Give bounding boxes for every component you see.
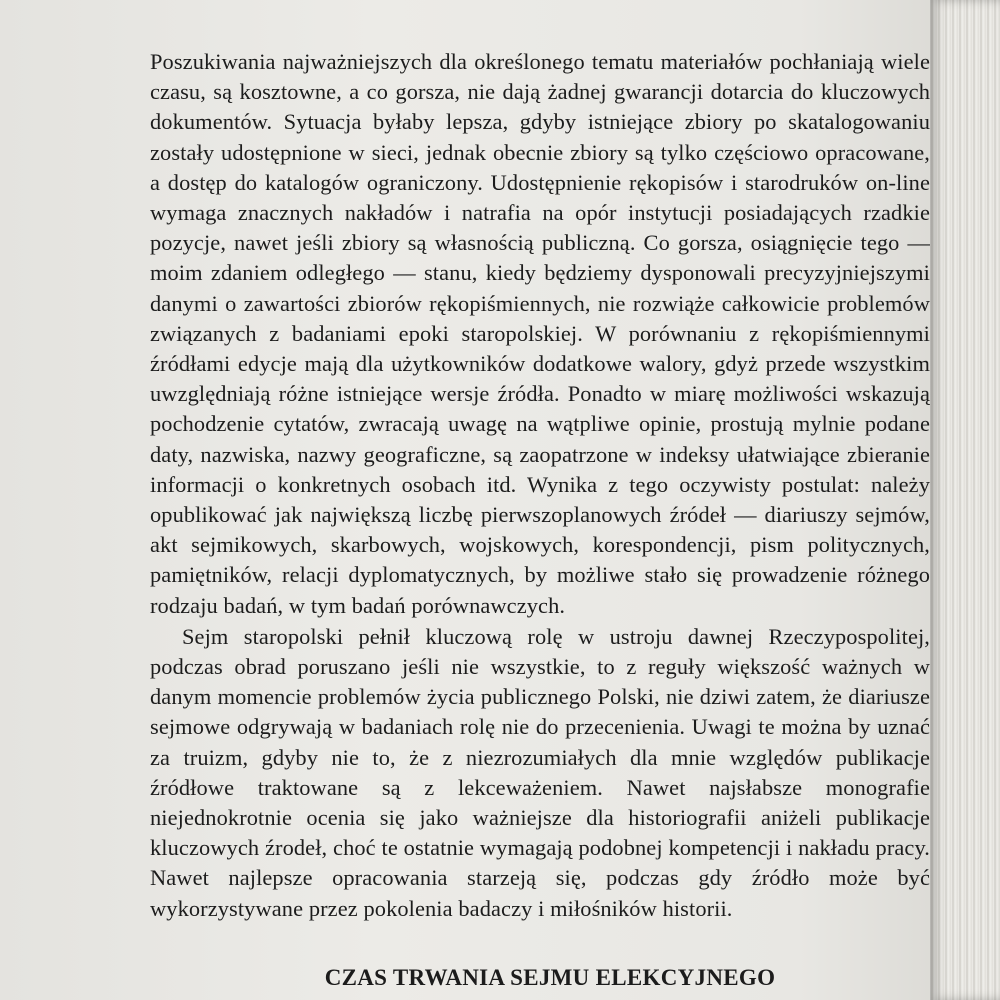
page-stack-edge	[930, 0, 1000, 1000]
paragraph-1: Poszukiwania najważniejszych dla określonego tematu materiałów pochłaniają wiele czasu, są kosztowne, a co gorsza, nie dają żadnej gwarancji dotarcia do kluczowych dokumentów. Sytuacja byłaby lepsza, gdyby istniejące zbiory po skatalogowaniu zostały udostępnione w sieci, jednak obecnie zbiory są tylko częściowo opracowane, a dostęp do katalogów ograniczony. Udostępnienie rękopisów i starodruków on-line wymaga znacznych nakładów i natrafia na opór instytucji posiadających rzadkie pozycje, nawet jeśli zbiory są własnością publiczną. Co gorsza, osiągnięcie tego — moim zdaniem odległego — stanu, kiedy będziemy dysponowali precyzyjniejszymi danymi o zawartości zbiorów rękopiśmiennych, nie rozwiąże całkowicie problemów związanych z badaniami epoki staropolskiej. W porównaniu z rękopiśmiennymi źródłami edycje mają dla użytkowników dodatkowe walory, gdyż przede wszystkim uwzględniają różne istniejące wersje źródła. Ponadto w miarę możliwości wskazują pochodzenie cytatów, zwracają uwagę na wątpliwe opinie, prostują mylnie podane daty, nazwiska, nazwy geograficzne, są zaopatrzone w indeksy ułatwiające zbieranie informacji o konkretnych osobach itd. Wynika z tego oczywisty postulat: należy opublikować jak największą liczbę pierwszoplanowych źródeł — diariuszy sejmów, akt sejmikowych, skarbowych, wojskowych, korespondencji, pism politycznych, pamiętników, relacji dyplomatycznych, by możliwe stało się prowadzenie różnego rodzaju badań, w tym badań porównawczych.	[150, 49, 930, 618]
paragraph-2: Sejm staropolski pełnił kluczową rolę w ustroju dawnej Rzeczypospolitej, podczas obrad poruszano jeśli nie wszystkie, to z reguły większość ważnych w danym momencie problemów życia publicznego Polski, nie dziwi zatem, że diariusze sejmowe odgrywają w badaniach rolę nie do przecenienia. Uwagi te można by uznać za truizm, gdyby nie to, że z niezrozumiałych dla mnie względów publikacje źródłowe traktowane są z lekceważeniem. Nawet najsłabsze monografie niejednokrotnie ocenia się jako ważniejsze dla historiografii aniżeli publikacje kluczowych źrodeł, choć te ostatnie wymagają podobnej kompetencji i nakładu pracy. Nawet najlepsze opracowania starzeją się, podczas gdy źródło może być wykorzystywane przez pokolenia badaczy i miłośników historii.	[150, 623, 930, 921]
section-heading: CZAS TRWANIA SEJMU ELEKCYJNEGO	[324, 965, 776, 990]
body-text	[150, 47, 930, 924]
